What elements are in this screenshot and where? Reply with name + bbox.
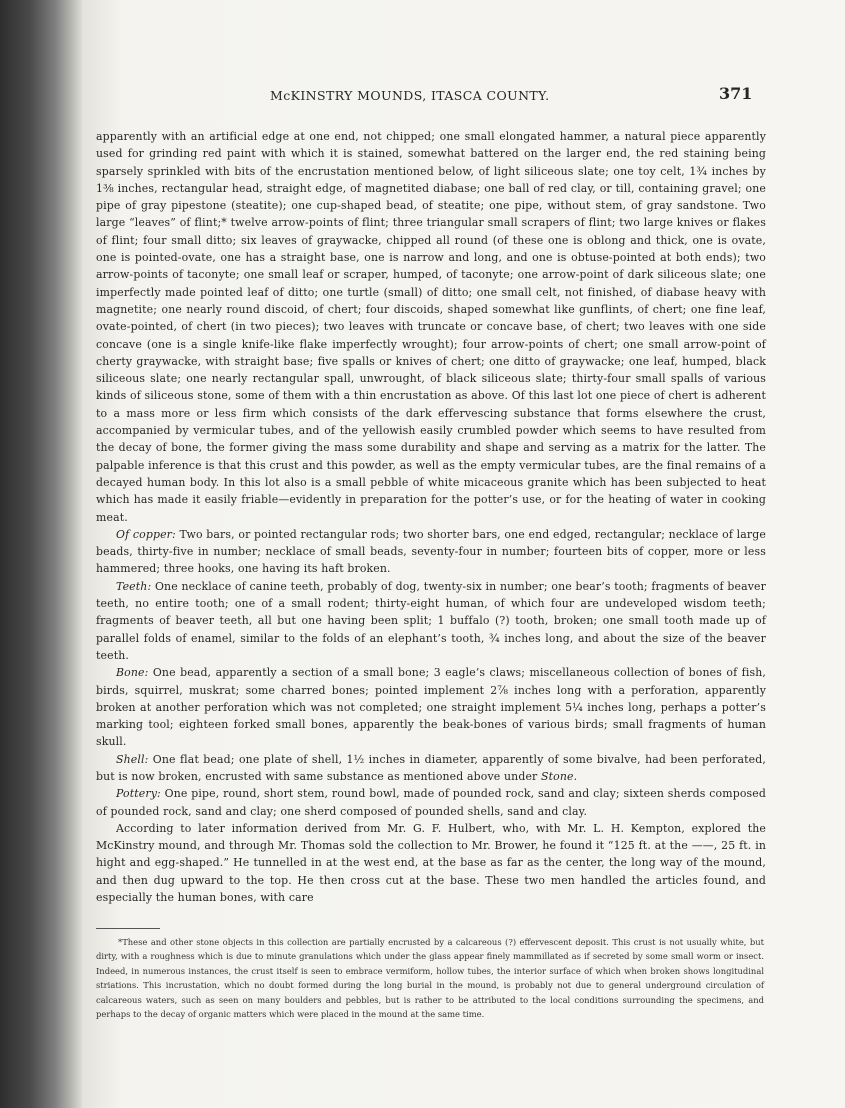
paragraph-pottery [96, 785, 766, 820]
paragraph-bone [96, 664, 766, 750]
book-spine-shadow [0, 0, 82, 1108]
body-text [96, 128, 766, 906]
footnote-rule [96, 928, 160, 929]
book-page [82, 0, 845, 1108]
running-head: McKINSTRY MOUNDS, ITASCA COUNTY. [270, 88, 550, 103]
copper-text: Two bars, or pointed rectangular rods; two shorter bars, one end edged, rectangular; necklace of large beads, thirty-five in number; necklace of small beads, seventy-four in number; fourteen bits of copper, more or less hammered; three hooks, one having its haft broken. [96, 527, 766, 576]
paragraph-copper [96, 526, 766, 578]
section-label-bone: Bone: [116, 666, 149, 680]
page-header [82, 84, 845, 110]
section-label-shell: Shell: [116, 752, 149, 766]
shell-text: One flat bead; one plate of shell, 1½ inches in diameter, apparently of some bivalve, had been perforated, but is now broken, encrusted with same substance as mentioned above under [96, 752, 766, 783]
pottery-text: One pipe, round, short stem, round bowl, made of pounded rock, sand and clay; sixteen sherds composed of pounded rock, sand and clay; one sherd composed of pounded shells, sand and clay. [96, 787, 766, 818]
paragraph-teeth [96, 578, 766, 664]
footnote: *These and other stone objects in this collection are partially encrusted by a calcareous (?) effervescent deposit. This crust is not usually white, but dirty, with a roughness which is due to minute granulations which under the glass appear finely mammillated as if secreted by some small worm or insect. Indeed, in numerous instances, the crust itself is seen to embrace vermiform, hollow tubes, the interior surface of which when broken shows longitudinal striations. This incrustation, which no doubt formed during the long burial in the mound, is probably not due to general underground circulation of calcareous waters, such as seen on many boulders and pebbles, but is rather to be attributed to the local conditions surrounding the specimens, and perhaps to the decay of organic matters which were placed in the mound at the same time. [96, 937, 764, 1020]
section-label-copper: Of copper: [116, 527, 176, 541]
paragraph-shell [96, 751, 766, 786]
shell-stone-reference: Stone. [541, 769, 578, 783]
section-label-pottery: Pottery: [116, 787, 161, 801]
section-label-teeth: Teeth: [116, 579, 152, 593]
bone-text: One bead, apparently a section of a small bone; 3 eagle’s claws; miscellaneous collection of bones of fish, birds, squirrel, muskrat; some charred bones; pointed implement 2⅞ inches long with a perforation, apparently broken at another perforation which was not completed; one straight implement 5¼ inches long, perhaps a potter’s marking tool; eighteen forked small bones, apparently the beak-bones of various birds; small fragments of human skull. [96, 666, 766, 749]
paragraph-hulbert-account: According to later information derived from Mr. G. F. Hulbert, who, with Mr. L. H. Kempton, explored the McKinstry mound, and through Mr. Thomas sold the collection to Mr. Brower, he found it “125 ft. at the ——, 25 ft. in hight and egg-shaped.” He tunnelled in at the west end, at the base as far as the center, the long way of the mound, and then dug upward to the top. He then cross cut at the base. These two men handled the articles found, and especially the human bones, with care [96, 821, 766, 905]
paragraph-stone-objects: apparently with an artificial edge at one end, not chipped; one small elongated hammer, a natural piece apparently used for grinding red paint with which it is stained, somewhat battered on the larger end, the red staining being sparsely sprinkled with bits of the encrustation mentioned below, of light siliceous slate; one toy celt, 1¾ inches by 1⅜ inches, rectangular head, straight edge, of magnetited diabase; one ball of red clay, or till, containing gravel; one pipe of gray pipestone (steatite); one cup-shaped bead, of steatite; one pipe, without stem, of gray sandstone. Two large “leaves” of flint;* twelve arrow-points of flint; three triangular small scrapers of flint; two large knives or flakes of flint; four small ditto; six leaves of graywacke, chipped all round (of these one is oblong and thick, one is ovate, one is pointed-ovate, one has a straight base, one is narrow and long, and one is obtuse-pointed at both ends); two arrow-points of taconyte; one small leaf or scraper, humped, of taconyte; one arrow-point of dark siliceous slate; one imperfectly made pointed leaf of ditto; one turtle (small) of ditto; one small celt, not finished, of diabase heavy with magnetite; one nearly round discoid, of chert; four discoids, shaped somewhat like gunflints, of chert; one fine leaf, ovate-pointed, of chert (in two pieces); two leaves with truncate or concave base, of chert; two leaves with one side concave (one is a single knife-like flake imperfectly wrought); four arrow-points of chert; one small arrow-point of cherty graywacke, with straight base; five spalls or knives of chert; one ditto of graywacke; one leaf, humped, black siliceous slate; one nearly rectangular spall, unwrought, of black siliceous slate; thirty-four small spalls of various kinds of siliceous stone, some of them with a thin encrustation as above. Of this last lot one piece of chert is adherent to a mass more or less firm which consists of the dark effervescing substance that forms elsewhere the crust, accompanied by vermicular tubes, and of the yellowish easily crumbled powder which seems to have resulted from the decay of bone, the former giving the mass some durability and shape and serving as a matrix for the latter. The palpable inference is that this crust and this powder, as well as the empty vermicular tubes, are the final remains of a decayed human body. In this lot also is a small pebble of white micaceous granite which has been subjected to heat which has made it easily friable—evidently in preparation for the potter’s use, or for the heating of water in cooking meat. [96, 130, 766, 524]
teeth-text: One necklace of canine teeth, probably of dog, twenty-six in number; one bear’s tooth; fragments of beaver teeth, no entire tooth; one of a small rodent; thirty-eight human, of which four are undeveloped wisdom teeth; fragments of beaver teeth, all but one having been split; 1 buffalo (?) tooth, broken; one small tooth made up of parallel folds of enamel, similar to the folds of an elephant’s tooth, ¾ inches long, and about the size of the beaver teeth. [96, 579, 766, 662]
page-number: 371 [719, 84, 753, 103]
